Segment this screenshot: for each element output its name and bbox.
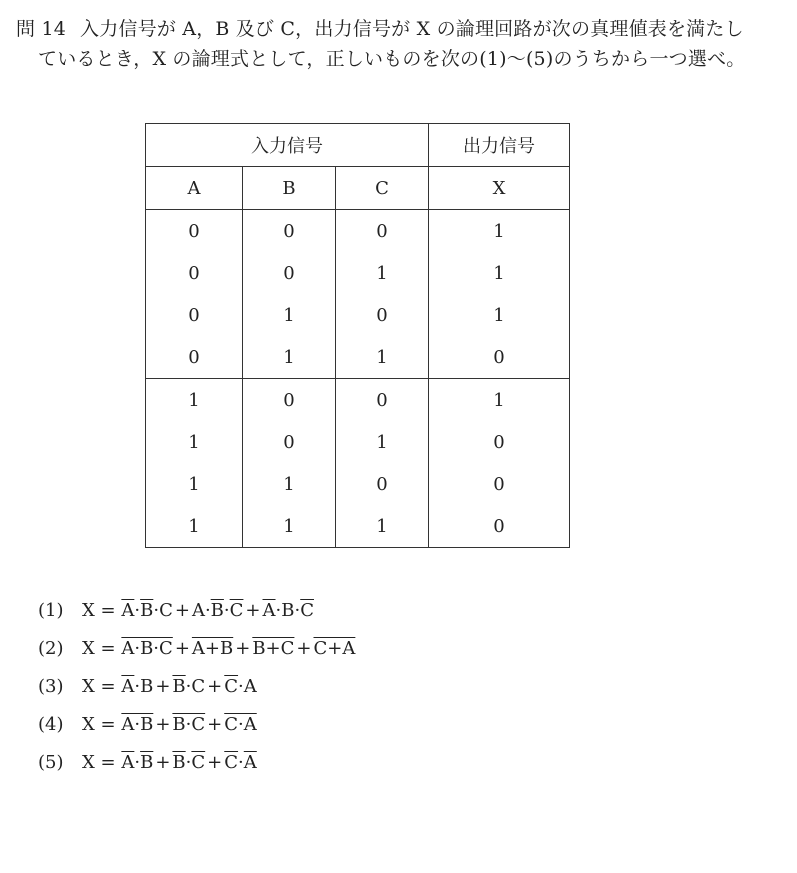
formula-var: A [191, 600, 205, 621]
column-header-x: X [429, 167, 570, 210]
table-row [146, 379, 570, 422]
formula-term: C+A [313, 638, 356, 659]
cell-b: 1 [243, 294, 336, 336]
formula-term: B+C [252, 638, 295, 659]
formula-var: $\overline{B}$ [140, 600, 154, 621]
cell-a: 1 [146, 505, 243, 548]
cell-c: 0 [336, 379, 429, 422]
formula-term: A+B [191, 638, 234, 659]
formula-var: $\overline{C}$ [229, 600, 244, 621]
cell-x: 0 [429, 336, 570, 379]
choice-formula: X = A·B·C + A+B + B+C + C+A [82, 638, 356, 659]
cell-c: 1 [336, 336, 429, 379]
table-row [146, 505, 570, 548]
choice-formula: $X = \overline{A}\cdot B + \overline{B}\cdot C + \overline{C}\cdot A$ [82, 676, 257, 697]
table-row [146, 252, 570, 294]
choice-label: (3) [38, 676, 64, 697]
question-number: 問 14 [16, 18, 67, 40]
table-row [146, 294, 570, 336]
cell-b: 1 [243, 505, 336, 548]
question-text [16, 14, 786, 74]
cell-x: 1 [429, 294, 570, 336]
cell-b: 0 [243, 252, 336, 294]
input-signal-header: 入力信号 [146, 124, 429, 167]
formula-var: $\overline{A}$ [262, 600, 276, 621]
choice-label: (2) [38, 638, 64, 659]
choice-3[interactable] [38, 668, 355, 706]
answer-choices [38, 592, 355, 782]
cell-a: 1 [146, 463, 243, 505]
formula-lhs: X = [82, 714, 116, 735]
choice-1[interactable] [38, 592, 355, 630]
cell-b: 1 [243, 463, 336, 505]
cell-c: 0 [336, 294, 429, 336]
formula-var: A [243, 676, 257, 697]
cell-x: 0 [429, 463, 570, 505]
formula-lhs: X = [82, 600, 116, 621]
output-signal-header: 出力信号 [429, 124, 570, 167]
formula-var: $\overline{C}$ [224, 752, 239, 773]
cell-b: 0 [243, 210, 336, 253]
formula-var: C [159, 600, 173, 621]
formula-var: B [281, 600, 295, 621]
choice-formula: $X = \overline{A}\cdot\overline{B} + \overline{B}\cdot\overline{C} + \overline{C}\cdot\overline{A}$ [82, 752, 257, 773]
formula-term: A·B·C [121, 638, 173, 659]
cell-a: 0 [146, 252, 243, 294]
cell-a: 0 [146, 336, 243, 379]
formula-var: C [191, 676, 206, 697]
formula-lhs: X = [82, 638, 116, 659]
formula-term: A·B [121, 714, 154, 735]
cell-c: 1 [336, 421, 429, 463]
cell-x: 0 [429, 421, 570, 463]
cell-x: 1 [429, 210, 570, 253]
cell-a: 1 [146, 421, 243, 463]
choice-label: (1) [38, 600, 64, 621]
formula-term: B·C [172, 714, 206, 735]
cell-c: 0 [336, 210, 429, 253]
cell-a: 1 [146, 379, 243, 422]
cell-x: 0 [429, 505, 570, 548]
choice-5[interactable] [38, 744, 355, 782]
choice-2[interactable] [38, 630, 355, 668]
cell-x: 1 [429, 252, 570, 294]
formula-var: B [140, 676, 154, 697]
formula-var: $\overline{B}$ [172, 676, 186, 697]
formula-var: $\overline{C}$ [224, 676, 239, 697]
formula-var: $\overline{B}$ [172, 752, 186, 773]
choice-formula: X = A·B + B·C + C·A [82, 714, 257, 735]
table-row [146, 463, 570, 505]
choice-label: (4) [38, 714, 64, 735]
table-row [146, 336, 570, 379]
formula-var: $\overline{B}$ [140, 752, 154, 773]
table-group-header-row [146, 124, 570, 167]
cell-a: 0 [146, 210, 243, 253]
cell-b: 1 [243, 336, 336, 379]
table-row [146, 210, 570, 253]
choice-4[interactable] [38, 706, 355, 744]
question-line-1: 入力信号が A，B 及び C，出力信号が X の論理回路が次の真理値表を満たし [80, 18, 744, 40]
formula-var: $\overline{B}$ [210, 600, 224, 621]
cell-x: 1 [429, 379, 570, 422]
cell-c: 1 [336, 505, 429, 548]
cell-b: 0 [243, 379, 336, 422]
cell-a: 0 [146, 294, 243, 336]
choice-label: (5) [38, 752, 64, 773]
formula-var: $\overline{C}$ [300, 600, 314, 621]
cell-c: 0 [336, 463, 429, 505]
truth-table [145, 123, 570, 548]
column-header-b: B [243, 167, 336, 210]
column-header-a: A [146, 167, 243, 210]
formula-var: $\overline{C}$ [191, 752, 206, 773]
question-line-2: ているとき，X の論理式として，正しいものを次の(1)～(5)のうちから一つ選べ。 [38, 48, 746, 70]
formula-var: $\overline{A}$ [121, 752, 135, 773]
cell-b: 0 [243, 421, 336, 463]
formula-var: $\overline{A}$ [121, 676, 135, 697]
formula-term: C·A [224, 714, 257, 735]
column-header-c: C [336, 167, 429, 210]
table-column-header-row [146, 167, 570, 210]
formula-var: $\overline{A}$ [121, 600, 135, 621]
table-row [146, 421, 570, 463]
formula-lhs: X = [82, 676, 116, 697]
formula-lhs: X = [82, 752, 116, 773]
formula-var: $\overline{A}$ [243, 752, 257, 773]
cell-c: 1 [336, 252, 429, 294]
choice-formula: $X = \overline{A}\cdot\overline{B}\cdot C + A\cdot\overline{B}\cdot\overline{C} + \overline{A}\cdot B\cdot\overline{C}$ [82, 600, 314, 621]
